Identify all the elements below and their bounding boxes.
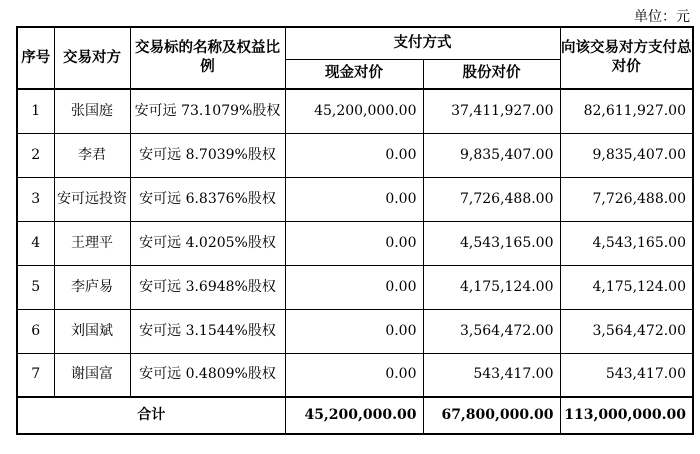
cell-target: 安可远 4.0205%股权 — [130, 221, 285, 265]
cell-party: 王理平 — [54, 221, 130, 265]
cell-seq: 6 — [17, 309, 54, 353]
cell-party: 张国庭 — [54, 89, 130, 133]
cell-cash: 0.00 — [285, 353, 423, 397]
cell-total: 4,175,124.00 — [560, 265, 693, 309]
total-shares: 67,800,000.00 — [423, 397, 560, 434]
cell-cash: 45,200,000.00 — [285, 89, 423, 133]
cell-target: 安可远 8.7039%股权 — [130, 133, 285, 177]
total-total: 113,000,000.00 — [560, 397, 693, 434]
cell-shares: 7,726,488.00 — [423, 177, 560, 221]
cell-total: 7,726,488.00 — [560, 177, 693, 221]
cell-cash: 0.00 — [285, 309, 423, 353]
header-party: 交易对方 — [54, 27, 130, 89]
unit-label: 单位：元 — [634, 9, 690, 25]
table-row — [17, 265, 693, 309]
table-row — [17, 221, 693, 265]
cell-seq: 3 — [17, 177, 54, 221]
cell-party: 安可远投资 — [54, 177, 130, 221]
cell-shares: 9,835,407.00 — [423, 133, 560, 177]
cell-target: 安可远 73.1079%股权 — [130, 89, 285, 133]
table-row — [17, 309, 693, 353]
cell-shares: 3,564,472.00 — [423, 309, 560, 353]
total-label: 合计 — [17, 397, 285, 434]
cell-party: 谢国富 — [54, 353, 130, 397]
table-row — [17, 89, 693, 133]
cell-party: 李庐易 — [54, 265, 130, 309]
cell-party: 刘国斌 — [54, 309, 130, 353]
cell-shares: 4,175,124.00 — [423, 265, 560, 309]
cell-shares: 37,411,927.00 — [423, 89, 560, 133]
cell-seq: 4 — [17, 221, 54, 265]
header-cash: 现金对价 — [285, 59, 423, 89]
header-shares: 股份对价 — [423, 59, 560, 89]
cell-shares: 4,543,165.00 — [423, 221, 560, 265]
cell-seq: 7 — [17, 353, 54, 397]
cell-total: 9,835,407.00 — [560, 133, 693, 177]
cell-cash: 0.00 — [285, 221, 423, 265]
cell-cash: 0.00 — [285, 133, 423, 177]
total-cash: 45,200,000.00 — [285, 397, 423, 434]
cell-total: 4,543,165.00 — [560, 221, 693, 265]
header-seq: 序号 — [17, 27, 54, 89]
cell-target: 安可远 3.1544%股权 — [130, 309, 285, 353]
header-target: 交易标的名称及权益比例 — [130, 27, 285, 89]
cell-party: 李君 — [54, 133, 130, 177]
cell-total: 3,564,472.00 — [560, 309, 693, 353]
transaction-table — [16, 26, 694, 435]
cell-seq: 1 — [17, 89, 54, 133]
cell-target: 安可远 6.8376%股权 — [130, 177, 285, 221]
cell-total: 543,417.00 — [560, 353, 693, 397]
cell-target: 安可远 3.6948%股权 — [130, 265, 285, 309]
table-row — [17, 353, 693, 397]
cell-target: 安可远 0.4809%股权 — [130, 353, 285, 397]
header-payment: 支付方式 — [285, 27, 560, 59]
cell-seq: 5 — [17, 265, 54, 309]
table-row — [17, 133, 693, 177]
cell-total: 82,611,927.00 — [560, 89, 693, 133]
header-total: 向该交易对方支付总对价 — [560, 27, 693, 89]
cell-shares: 543,417.00 — [423, 353, 560, 397]
table-row — [17, 177, 693, 221]
cell-cash: 0.00 — [285, 177, 423, 221]
cell-cash: 0.00 — [285, 265, 423, 309]
cell-seq: 2 — [17, 133, 54, 177]
total-row — [17, 397, 693, 434]
